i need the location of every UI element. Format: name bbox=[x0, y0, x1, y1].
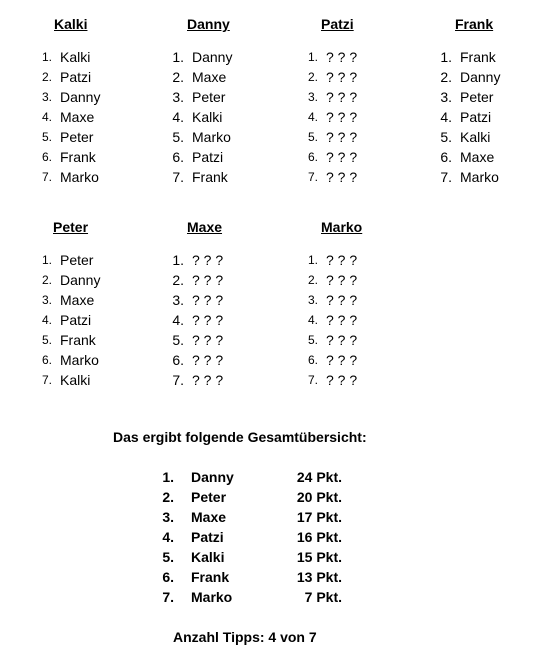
tip-list-item bbox=[162, 270, 223, 290]
tip-rank: 1. bbox=[41, 253, 52, 267]
tip-player-name: Patzi bbox=[60, 69, 92, 85]
tip-list-item bbox=[296, 167, 357, 187]
tip-list-item bbox=[296, 250, 357, 270]
tip-column-heading: Kalki bbox=[54, 16, 88, 32]
standings-name: Kalki bbox=[191, 549, 225, 565]
tip-list-item bbox=[30, 87, 100, 107]
tip-list-item bbox=[30, 127, 100, 147]
tip-rank: 1. bbox=[307, 50, 318, 64]
tip-rank: 5. bbox=[440, 129, 452, 145]
tip-list-item bbox=[162, 87, 232, 107]
tip-list-item bbox=[296, 67, 357, 87]
tip-player-name: Danny bbox=[60, 272, 101, 288]
tip-list-item bbox=[296, 310, 357, 330]
tip-rank: 3. bbox=[440, 89, 452, 105]
tip-player-name: Peter bbox=[192, 89, 226, 105]
tip-rank: 3. bbox=[172, 292, 184, 308]
tip-list-item bbox=[296, 107, 357, 127]
tip-player-name: ? ? ? bbox=[326, 89, 358, 105]
tip-player-name: Kalki bbox=[192, 109, 223, 125]
tip-player-name: Maxe bbox=[192, 69, 227, 85]
tip-rank: 5. bbox=[307, 333, 318, 347]
standings-rank: 6. bbox=[162, 569, 174, 585]
tip-list-item bbox=[30, 370, 100, 390]
tip-rank: 3. bbox=[41, 90, 52, 104]
standings-points: 20 Pkt. bbox=[296, 489, 342, 505]
tip-list bbox=[162, 47, 232, 187]
tip-list-item bbox=[162, 127, 232, 147]
tip-list bbox=[30, 47, 100, 187]
tip-rank: 6. bbox=[172, 352, 184, 368]
tip-player-name: Frank bbox=[460, 49, 496, 65]
standings-row bbox=[150, 567, 350, 587]
tip-player-name: Patzi bbox=[60, 312, 92, 328]
tip-list-item bbox=[430, 87, 500, 107]
tip-column-heading: Marko bbox=[321, 219, 363, 235]
tip-list-item bbox=[296, 290, 357, 310]
tip-column-heading: Patzi bbox=[321, 16, 354, 32]
tip-column-heading: Danny bbox=[187, 16, 230, 32]
tip-player-name: ? ? ? bbox=[326, 252, 358, 268]
standings-row bbox=[150, 487, 350, 507]
tip-player-name: ? ? ? bbox=[326, 129, 358, 145]
tip-list-item bbox=[30, 107, 100, 127]
tip-player-name: Patzi bbox=[192, 149, 224, 165]
tip-list-item bbox=[296, 370, 357, 390]
tips-count: Anzahl Tipps: 4 von 7 bbox=[173, 629, 317, 645]
tip-player-name: Frank bbox=[60, 149, 96, 165]
tip-rank: 7. bbox=[41, 373, 52, 387]
tip-player-name: ? ? ? bbox=[192, 272, 224, 288]
tip-list-item bbox=[430, 67, 500, 87]
tip-player-name: ? ? ? bbox=[326, 372, 358, 388]
standings-rank: 1. bbox=[162, 469, 174, 485]
tip-list-item bbox=[30, 167, 100, 187]
standings-name: Danny bbox=[191, 469, 234, 485]
tip-list-item bbox=[30, 350, 100, 370]
tip-rank: 2. bbox=[41, 273, 52, 287]
tip-player-name: Marko bbox=[192, 129, 231, 145]
tip-rank: 1. bbox=[307, 253, 318, 267]
tip-player-name: Patzi bbox=[460, 109, 492, 125]
tip-list-item bbox=[162, 370, 223, 390]
standings-rank: 7. bbox=[162, 589, 174, 605]
tip-rank: 6. bbox=[172, 149, 184, 165]
standings-name: Maxe bbox=[191, 509, 227, 525]
tip-player-name: Maxe bbox=[60, 292, 95, 308]
tip-list-item bbox=[162, 290, 223, 310]
tip-rank: 6. bbox=[41, 150, 52, 164]
tip-rank: 7. bbox=[172, 169, 184, 185]
tip-list-item bbox=[162, 310, 223, 330]
tip-list-item bbox=[430, 167, 500, 187]
tip-player-name: ? ? ? bbox=[192, 312, 224, 328]
standings-row bbox=[150, 507, 350, 527]
tip-player-name: ? ? ? bbox=[326, 169, 358, 185]
tip-rank: 5. bbox=[41, 333, 52, 347]
tip-list-item bbox=[162, 67, 232, 87]
tip-list-item bbox=[296, 87, 357, 107]
tip-player-name: ? ? ? bbox=[192, 252, 224, 268]
tip-list-item bbox=[30, 270, 100, 290]
standings-name: Peter bbox=[191, 489, 227, 505]
tip-list-item bbox=[162, 250, 223, 270]
tip-player-name: ? ? ? bbox=[192, 372, 224, 388]
standings-rank: 3. bbox=[162, 509, 174, 525]
tip-list-item bbox=[30, 147, 100, 167]
standings-name: Frank bbox=[191, 569, 230, 585]
tip-rank: 6. bbox=[440, 149, 452, 165]
tip-player-name: ? ? ? bbox=[326, 312, 358, 328]
standings-points: 24 Pkt. bbox=[296, 469, 342, 485]
standings-row bbox=[150, 467, 350, 487]
tip-list-item bbox=[162, 147, 232, 167]
summary-title: Das ergibt folgende Gesamtübersicht: bbox=[113, 429, 367, 445]
tip-rank: 6. bbox=[307, 150, 318, 164]
tip-rank: 7. bbox=[41, 170, 52, 184]
tip-player-name: ? ? ? bbox=[326, 352, 358, 368]
tip-list-item bbox=[162, 167, 232, 187]
tip-list bbox=[296, 47, 357, 187]
tip-player-name: ? ? ? bbox=[326, 149, 358, 165]
standings-row bbox=[150, 547, 350, 567]
tip-list-item bbox=[162, 47, 232, 67]
tip-rank: 3. bbox=[172, 89, 184, 105]
standings-name: Marko bbox=[191, 589, 233, 605]
tip-rank: 7. bbox=[307, 373, 318, 387]
tip-rank: 3. bbox=[307, 90, 318, 104]
tip-rank: 4. bbox=[307, 110, 318, 124]
tip-rank: 5. bbox=[172, 332, 184, 348]
tip-player-name: ? ? ? bbox=[326, 69, 358, 85]
tip-rank: 4. bbox=[41, 110, 52, 124]
standings-table bbox=[150, 467, 350, 607]
tip-player-name: ? ? ? bbox=[326, 49, 358, 65]
standings-rank: 2. bbox=[162, 489, 174, 505]
tip-player-name: Frank bbox=[60, 332, 96, 348]
tip-player-name: Peter bbox=[60, 252, 94, 268]
tip-list bbox=[162, 250, 223, 390]
tip-list-item bbox=[430, 147, 500, 167]
tip-player-name: ? ? ? bbox=[326, 292, 358, 308]
tip-rank: 7. bbox=[172, 372, 184, 388]
tip-list-item bbox=[30, 250, 100, 270]
standings-rank: 4. bbox=[162, 529, 174, 545]
tip-rank: 4. bbox=[172, 109, 184, 125]
tip-list-item bbox=[430, 47, 500, 67]
standings-points: 16 Pkt. bbox=[296, 529, 342, 545]
tip-list-item bbox=[162, 350, 223, 370]
tip-rank: 1. bbox=[41, 50, 52, 64]
tip-player-name: Danny bbox=[460, 69, 501, 85]
tip-list-item bbox=[430, 127, 500, 147]
tip-list-item bbox=[30, 47, 100, 67]
tip-rank: 2. bbox=[172, 69, 184, 85]
tip-rank: 2. bbox=[440, 69, 452, 85]
tip-rank: 7. bbox=[440, 169, 452, 185]
tip-player-name: Kalki bbox=[60, 372, 91, 388]
tip-list-item bbox=[296, 350, 357, 370]
tip-list-item bbox=[30, 330, 100, 350]
tip-rank: 6. bbox=[41, 353, 52, 367]
tip-rank: 5. bbox=[307, 130, 318, 144]
standings-points: 13 Pkt. bbox=[296, 569, 342, 585]
tip-rank: 1. bbox=[172, 252, 184, 268]
tip-player-name: Peter bbox=[460, 89, 494, 105]
tip-rank: 4. bbox=[41, 313, 52, 327]
standings-points: 7 Pkt. bbox=[304, 589, 342, 605]
tip-list-item bbox=[296, 270, 357, 290]
tip-list-item bbox=[296, 47, 357, 67]
tip-player-name: Peter bbox=[60, 129, 94, 145]
tip-player-name: Danny bbox=[60, 89, 101, 105]
standings-row bbox=[150, 587, 350, 607]
tip-player-name: ? ? ? bbox=[326, 109, 358, 125]
tip-player-name: Kalki bbox=[60, 49, 91, 65]
tip-list-item bbox=[162, 330, 223, 350]
tip-player-name: ? ? ? bbox=[192, 332, 224, 348]
tip-player-name: ? ? ? bbox=[192, 292, 224, 308]
tip-rank: 3. bbox=[307, 293, 318, 307]
tip-rank: 4. bbox=[307, 313, 318, 327]
standings-rank: 5. bbox=[162, 549, 174, 565]
tip-rank: 6. bbox=[307, 353, 318, 367]
tip-list bbox=[296, 250, 357, 390]
tip-rank: 7. bbox=[307, 170, 318, 184]
tip-rank: 1. bbox=[172, 49, 184, 65]
standings-points: 17 Pkt. bbox=[296, 509, 342, 525]
tip-player-name: Marko bbox=[460, 169, 499, 185]
tip-rank: 1. bbox=[440, 49, 452, 65]
tip-rank: 3. bbox=[41, 293, 52, 307]
tip-rank: 5. bbox=[172, 129, 184, 145]
tip-column-heading: Maxe bbox=[187, 219, 223, 235]
tip-player-name: Kalki bbox=[460, 129, 491, 145]
standings-points: 15 Pkt. bbox=[296, 549, 342, 565]
tip-list-item bbox=[296, 127, 357, 147]
tip-rank: 2. bbox=[307, 70, 318, 84]
tip-list-item bbox=[296, 147, 357, 167]
tip-player-name: ? ? ? bbox=[192, 352, 224, 368]
tip-player-name: ? ? ? bbox=[326, 272, 358, 288]
tip-list-item bbox=[430, 107, 500, 127]
tip-rank: 2. bbox=[307, 273, 318, 287]
tip-list bbox=[30, 250, 100, 390]
tip-rank: 4. bbox=[440, 109, 452, 125]
tip-player-name: Frank bbox=[192, 169, 228, 185]
tip-list-item bbox=[30, 67, 100, 87]
tip-rank: 2. bbox=[41, 70, 52, 84]
tip-player-name: Marko bbox=[60, 169, 99, 185]
standings-row bbox=[150, 527, 350, 547]
tip-list bbox=[430, 47, 500, 187]
tip-rank: 4. bbox=[172, 312, 184, 328]
tip-column-heading: Frank bbox=[455, 16, 494, 32]
tip-player-name: Danny bbox=[192, 49, 233, 65]
tip-player-name: ? ? ? bbox=[326, 332, 358, 348]
tip-rank: 5. bbox=[41, 130, 52, 144]
tip-list-item bbox=[30, 290, 100, 310]
tip-list-item bbox=[162, 107, 232, 127]
tip-player-name: Maxe bbox=[460, 149, 495, 165]
standings-name: Patzi bbox=[191, 529, 224, 545]
tip-player-name: Maxe bbox=[60, 109, 95, 125]
tip-player-name: Marko bbox=[60, 352, 99, 368]
tip-rank: 2. bbox=[172, 272, 184, 288]
tip-list-item bbox=[30, 310, 100, 330]
tip-list-item bbox=[296, 330, 357, 350]
tip-column-heading: Peter bbox=[53, 219, 89, 235]
